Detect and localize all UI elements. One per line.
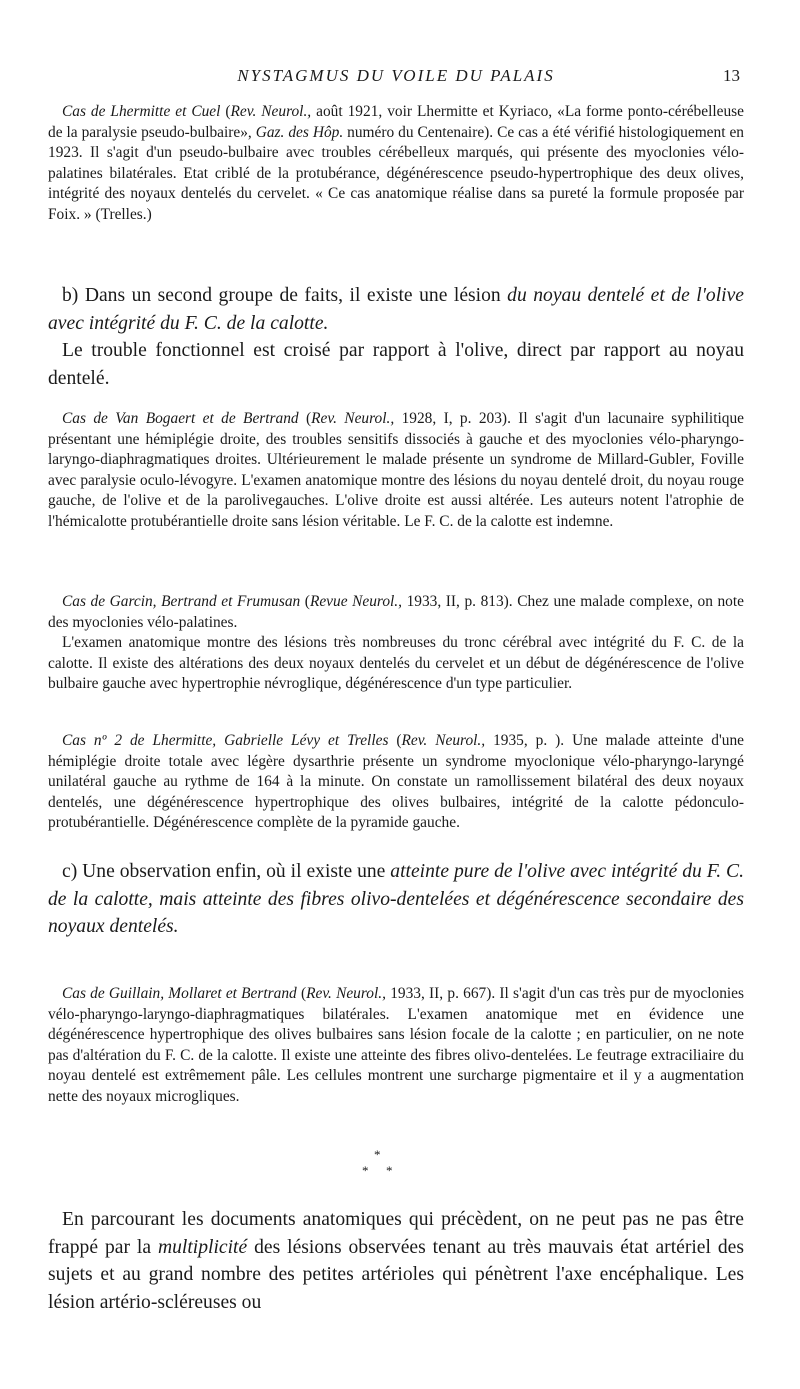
final-text-2: des lésions observées tenant au très mauvais état artériel des sujets et au grand nombre des petites artérioles qui pénètrent l'axe encéphalique. Les lésion artério-scléreuses ou (48, 1236, 744, 1313)
section-c-text: Une observation enfin, où il existe une (77, 861, 391, 882)
section-c-italic: atteinte pure de l'olive avec intégrité du F. C. de la calotte, mais atteinte des fibres olivo-dentelées et dégénérescence secondaire des noyaux dentelés. (48, 861, 744, 937)
case-text-2: numéro du Centenaire). Ce cas a été vérifié histologiquement en 1923. Il s'agit d'un pseudo-bulbaire avec troubles cérébelleux marqués, qui présente des myoclonies vélo-palatines bilatérales. Etat criblé de la protubérance, dégénérescence pseudo-hypertrophique des deux olives, intégrité des noyaux dentelés du cervelet. « Ce cas anatomique réalise dans sa pureté la formule proposée par Foix. » (Trelles.) (48, 123, 744, 223)
section-b-intro (48, 282, 744, 337)
page-number: 13 (723, 66, 740, 85)
final-text: En parcourant les documents anatomiques qui précèdent, on ne peut pas ne pas être frappé par la (48, 1209, 744, 1258)
case-garcin-paragraph-2: L'examen anatomique montre des lésions très nombreuses du tronc cérébral avec intégrité du F. C. de la calotte. Il existe des altérations des deux noyaux dentelés du cervelet et un début de dégénérescence de l'olive bulbaire gauche avec hypertrophie névroglique, dégénérescence d'un type particulier. (48, 634, 744, 693)
case-text: 1933, II, p. 813). Chez une malade complexe, on note des myoclonies vélo-palatines. (48, 593, 744, 631)
section-c-label: c) (62, 861, 78, 882)
case-lhermitte-levy: Cas nº 2 de Lhermitte, Gabrielle Lévy et Trelles (Rev. Neurol., 1935, p. ). Une malade atteinte d'une hémiplégie droite totale avec légère dysarthrie présente un syndrome myoclonique vélo-pharyngo-laryngé unilatéral gauche au rythme de 164 à la minute. On constate un ramollissement bilatéral des deux noyaux dentelés, une dégénérescence hypertrophique des olives bulbaires, intégrité de la calotte pédonculo-protubérantielle. Dégénérescence complète de la pyramide gauche. (48, 732, 744, 832)
case-lhermitte-cuel: Cas de Lhermitte et Cuel (Rev. Neurol., août 1921, voir Lhermitte et Kyriaco, «La forme ponto-cérébelleuse de la paralysie pseudo-bulbaire», Gaz. des Hôp. numéro du Centenaire). Ce cas a été vérifié histologiquement en 1923. Il s'agit d'un pseudo-bulbaire avec troubles cérébelleux marqués, qui présente des myoclonies vélo-palatines bilatérales. Etat criblé de la protubérance, dégénérescence pseudo-hypertrophique des deux olives, intégrité des noyaux dentelés du cervelet. « Ce cas anatomique réalise dans sa pureté la formule proposée par Foix. » (Trelles.) (48, 103, 744, 223)
section-b-label: b) (62, 285, 79, 306)
case-authors: Cas de Lhermitte et Cuel (62, 103, 221, 120)
case-text: 1928, I, p. 203). Il s'agit d'un lacunaire syphilitique présentant une hémiplégie droite, des troubles sensitifs dissociés à gauche et des myoclonies vélo-pharyngo-laryngo-diaphragmatiques droites. Ultérieurement le malade présente un syndrome de Millard-Gubler, Foville avec paralysie oculo-lévogyre. L'examen anatomique montre des lésions du noyau dentelé droit, du noyau rouge gauche, de l'olive et de la parolivegauches. L'olive droite est aussi altérée. Les auteurs notent l'atrophie de l'hémicalotte protubérantielle droite sans lésion véritable. Le F. C. de la calotte est indemne. (48, 410, 744, 530)
final-paragraph (48, 1206, 744, 1316)
case-garcin: Cas de Garcin, Bertrand et Frumusan (Revue Neurol., 1933, II, p. 813). Chez une malade complexe, on note des myoclonies vélo-palatines. (48, 593, 744, 631)
case-authors: Cas de Van Bogaert et de Bertrand (62, 410, 299, 427)
case-journal-gaz: Gaz. des Hôp. (255, 123, 344, 141)
final-italic: multiplicité (157, 1236, 248, 1258)
case-text: août 1921, voir Lhermitte et Kyriaco, «La forme ponto-cérébelleuse de la paralysie pseudo-bulbaire», (48, 103, 744, 141)
case-journal: Rev. Neurol., (306, 985, 386, 1002)
case-guillain: Cas de Guillain, Mollaret et Bertrand (Rev. Neurol., 1933, II, p. 667). Il s'agit d'un cas très pur de myoclonies vélo-pharyngo-laryngo-diaphragmatiques bilatérales. L'examen anatomique met en évidence une dégénérescence hypertrophique des olives bulbaires sans lésion focale de la calotte ; en particulier, on ne note pas d'altération du F. C. de la calotte. Il existe une atteinte des fibres olivo-dentelées. Le feutrage extraciliaire du noyau dentelé est extrêmement pâle. Les cellules montrent une surcharge pigmentaire et il y a augmentation nette des noyaux microgliques. (48, 985, 744, 1105)
page-header (48, 66, 744, 90)
case-authors: Cas de Guillain, Mollaret et Bertrand (62, 985, 297, 1002)
case-van-bogaert: Cas de Van Bogaert et de Bertrand (Rev. Neurol., 1928, I, p. 203). Il s'agit d'un lacunaire syphilitique présentant une hémiplégie droite, des troubles sensitifs dissociés à gauche et des myoclonies vélo-pharyngo-laryngo-diaphragmatiques droites. Ultérieurement le malade présente un syndrome de Millard-Gubler, Foville avec paralysie oculo-lévogyre. L'examen anatomique montre des lésions du noyau dentelé droit, du noyau rouge gauche, de l'olive et de la parolivegauches. L'olive droite est aussi altérée. Les auteurs notent l'atrophie de l'hémicalotte protubérantielle droite sans lésion véritable. Le F. C. de la calotte est indemne. (48, 410, 744, 530)
case-journal: Rev. Neurol., (230, 103, 312, 120)
case-journal: Revue Neurol., (309, 593, 402, 610)
case-authors: Cas de Garcin, Bertrand et Frumusan (62, 593, 301, 610)
section-b-text: Dans un second groupe de faits, il existe une lésion (78, 285, 508, 306)
section-b-paragraph-2: Le trouble fonctionnel est croisé par rapport à l'olive, direct par rapport au noyau dentelé. (48, 340, 744, 389)
section-b-italic: du noyau dentelé et de l'olive avec intégrité du F. C. de la calotte. (48, 285, 744, 334)
running-title: NYSTAGMUS DU VOILE DU PALAIS (237, 66, 555, 85)
section-c-intro (48, 858, 744, 941)
case-authors: Cas nº 2 de Lhermitte, Gabrielle Lévy et Trelles (62, 732, 389, 749)
case-journal: Rev. Neurol., (401, 732, 486, 749)
section-separator (360, 1148, 400, 1182)
asterisk: * (386, 1163, 393, 1178)
case-text: 1935, p. ). Une malade atteinte d'une hémiplégie droite totale avec légère dysarthrie présente un syndrome myoclonique vélo-pharyngo-laryngé unilatéral gauche au rythme de 164 à la minute. On constate un ramollissement bilatéral des deux noyaux dentelés, une dégénérescence hypertrophique des olives bulbaires, intégrité de la calotte pédonculo-protubérantielle. Dégénérescence complète de la pyramide gauche. (48, 732, 744, 832)
asterisk: * (374, 1147, 381, 1162)
case-text: 1933, II, p. 667). Il s'agit d'un cas très pur de myoclonies vélo-pharyngo-laryngo-diaphragmatiques bilatérales. L'examen anatomique met en évidence une dégénérescence hypertrophique des olives bulbaires sans lésion focale de la calotte ; en particulier, on ne note pas d'altération du F. C. de la calotte. Il existe une atteinte des fibres olivo-dentelées. Le feutrage extraciliaire du noyau dentelé est extrêmement pâle. Les cellules montrent une surcharge pigmentaire et il y a augmentation nette des noyaux microgliques. (48, 985, 744, 1105)
case-journal: Rev. Neurol., (311, 410, 395, 427)
asterisk: * (362, 1163, 369, 1178)
